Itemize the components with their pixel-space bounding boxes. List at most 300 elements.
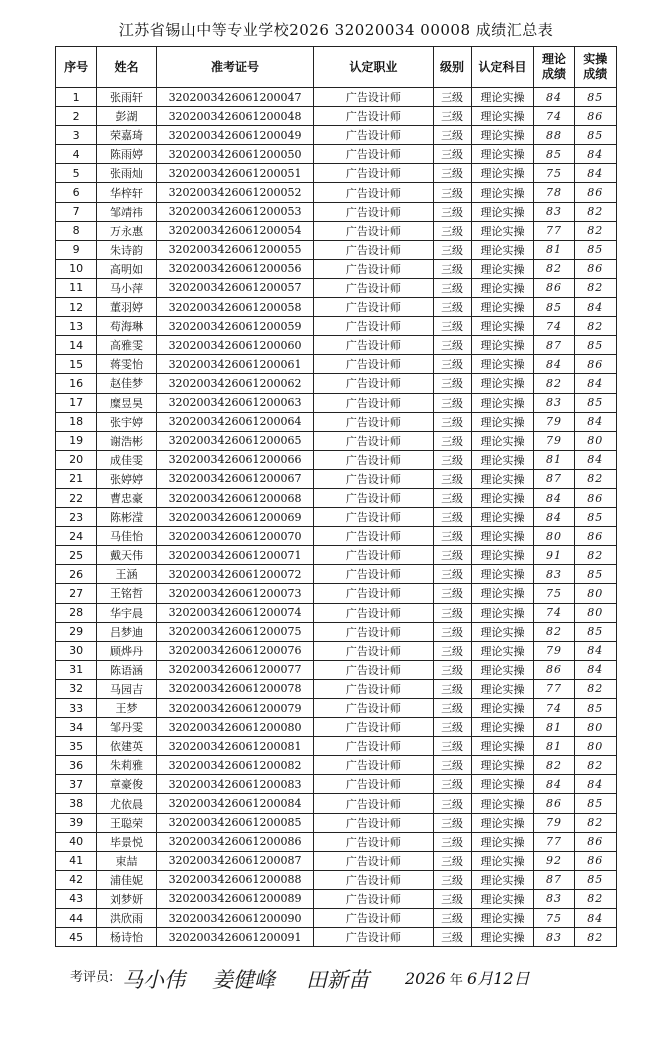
row-index: 45 — [56, 928, 97, 947]
table-row — [56, 336, 617, 355]
ticket-number: 3202003426061200076 — [156, 641, 313, 660]
col-header-subject: 认定科目 — [471, 47, 534, 88]
subject: 理论实操 — [471, 603, 534, 622]
theory-score: 81 — [534, 718, 574, 737]
practice-score: 84 — [574, 374, 616, 393]
occupation: 广告设计师 — [314, 756, 433, 775]
student-name: 曹忠豪 — [97, 488, 157, 507]
level: 三级 — [433, 699, 471, 718]
row-index: 18 — [56, 412, 97, 431]
practice-score: 86 — [574, 355, 616, 374]
col-header-theory-line1: 理论 — [542, 52, 567, 66]
subject: 理论实操 — [471, 508, 534, 527]
student-name: 彭湖 — [97, 107, 157, 126]
row-index: 22 — [56, 488, 97, 507]
ticket-number: 3202003426061200084 — [156, 794, 313, 813]
subject: 理论实操 — [471, 813, 534, 832]
table-row — [56, 412, 617, 431]
ticket-number: 3202003426061200069 — [156, 508, 313, 527]
level: 三级 — [433, 126, 471, 145]
row-index: 16 — [56, 374, 97, 393]
subject: 理论实操 — [471, 794, 534, 813]
theory-score: 77 — [534, 221, 574, 240]
subject: 理论实操 — [471, 317, 534, 336]
footer — [70, 962, 630, 1002]
theory-score: 74 — [534, 603, 574, 622]
ticket-number: 3202003426061200082 — [156, 756, 313, 775]
col-header-practice-line1: 实操 — [583, 52, 608, 66]
row-index: 1 — [56, 88, 97, 107]
ticket-number: 3202003426061200058 — [156, 298, 313, 317]
practice-score: 85 — [574, 870, 616, 889]
occupation: 广告设计师 — [314, 737, 433, 756]
practice-score: 84 — [574, 145, 616, 164]
student-name: 董羽婷 — [97, 298, 157, 317]
row-index: 6 — [56, 183, 97, 202]
level: 三级 — [433, 107, 471, 126]
student-name: 刘梦妍 — [97, 889, 157, 908]
student-name: 苟海琳 — [97, 317, 157, 336]
subject: 理论实操 — [471, 240, 534, 259]
subject: 理论实操 — [471, 221, 534, 240]
theory-score: 79 — [534, 813, 574, 832]
occupation: 广告设计师 — [314, 298, 433, 317]
occupation: 广告设计师 — [314, 909, 433, 928]
occupation: 广告设计师 — [314, 870, 433, 889]
subject: 理论实操 — [471, 851, 534, 870]
subject: 理论实操 — [471, 584, 534, 603]
table-row — [56, 889, 617, 908]
practice-score: 84 — [574, 450, 616, 469]
table-row — [56, 527, 617, 546]
ticket-number: 3202003426061200073 — [156, 584, 313, 603]
level: 三级 — [433, 488, 471, 507]
ticket-number: 3202003426061200070 — [156, 527, 313, 546]
row-index: 37 — [56, 775, 97, 794]
ticket-number: 3202003426061200050 — [156, 145, 313, 164]
occupation: 广告设计师 — [314, 88, 433, 107]
student-name: 赵佳梦 — [97, 374, 157, 393]
table-row — [56, 469, 617, 488]
level: 三级 — [433, 622, 471, 641]
subject: 理论实操 — [471, 928, 534, 947]
student-name: 王梦 — [97, 699, 157, 718]
occupation: 广告设计师 — [314, 813, 433, 832]
subject: 理论实操 — [471, 870, 534, 889]
level: 三级 — [433, 202, 471, 221]
occupation: 广告设计师 — [314, 832, 433, 851]
subject: 理论实操 — [471, 889, 534, 908]
ticket-number: 3202003426061200064 — [156, 412, 313, 431]
occupation: 广告设计师 — [314, 622, 433, 641]
subject: 理论实操 — [471, 145, 534, 164]
col-header-practice — [574, 47, 616, 88]
table-row — [56, 450, 617, 469]
theory-score: 84 — [534, 355, 574, 374]
student-name: 吕梦迪 — [97, 622, 157, 641]
table-row — [56, 603, 617, 622]
col-header-theory — [534, 47, 574, 88]
table-row — [56, 870, 617, 889]
row-index: 33 — [56, 699, 97, 718]
level: 三级 — [433, 527, 471, 546]
ticket-number: 3202003426061200077 — [156, 660, 313, 679]
row-index: 44 — [56, 909, 97, 928]
row-index: 41 — [56, 851, 97, 870]
practice-score: 85 — [574, 88, 616, 107]
date-year-suffix: 年 — [449, 973, 463, 988]
student-name: 尤依晨 — [97, 794, 157, 813]
practice-score: 82 — [574, 756, 616, 775]
table-row — [56, 699, 617, 718]
col-header-practice-line2: 成绩 — [583, 67, 608, 81]
row-index: 39 — [56, 813, 97, 832]
row-index: 31 — [56, 660, 97, 679]
level: 三级 — [433, 889, 471, 908]
level: 三级 — [433, 737, 471, 756]
table-row — [56, 393, 617, 412]
row-index: 7 — [56, 202, 97, 221]
subject: 理论实操 — [471, 259, 534, 278]
occupation: 广告设计师 — [314, 145, 433, 164]
theory-score: 83 — [534, 393, 574, 412]
student-name: 万永惠 — [97, 221, 157, 240]
level: 三级 — [433, 298, 471, 317]
theory-score: 81 — [534, 737, 574, 756]
row-index: 28 — [56, 603, 97, 622]
occupation: 广告设计师 — [314, 584, 433, 603]
student-name: 荣嘉琦 — [97, 126, 157, 145]
level: 三级 — [433, 469, 471, 488]
level: 三级 — [433, 278, 471, 297]
practice-score: 85 — [574, 699, 616, 718]
occupation: 广告设计师 — [314, 889, 433, 908]
practice-score: 82 — [574, 317, 616, 336]
level: 三级 — [433, 565, 471, 584]
student-name: 依建英 — [97, 737, 157, 756]
table-row — [56, 88, 617, 107]
theory-score: 83 — [534, 202, 574, 221]
practice-score: 85 — [574, 565, 616, 584]
table-row — [56, 546, 617, 565]
student-name: 张雨轩 — [97, 88, 157, 107]
practice-score: 86 — [574, 851, 616, 870]
occupation: 广告设计师 — [314, 202, 433, 221]
student-name: 邹靖祎 — [97, 202, 157, 221]
subject: 理论实操 — [471, 298, 534, 317]
ticket-number: 3202003426061200090 — [156, 909, 313, 928]
table-row — [56, 317, 617, 336]
table-row — [56, 928, 617, 947]
table-row — [56, 259, 617, 278]
theory-score: 84 — [534, 508, 574, 527]
occupation: 广告设计师 — [314, 221, 433, 240]
occupation: 广告设计师 — [314, 164, 433, 183]
subject: 理论实操 — [471, 88, 534, 107]
theory-score: 91 — [534, 546, 574, 565]
col-header-job: 认定职业 — [314, 47, 433, 88]
table-row — [56, 679, 617, 698]
theory-score: 87 — [534, 336, 574, 355]
date-year: 2026 — [405, 969, 446, 988]
occupation: 广告设计师 — [314, 450, 433, 469]
theory-score: 78 — [534, 183, 574, 202]
practice-score: 85 — [574, 622, 616, 641]
row-index: 40 — [56, 832, 97, 851]
table-row — [56, 164, 617, 183]
row-index: 8 — [56, 221, 97, 240]
ticket-number: 3202003426061200061 — [156, 355, 313, 374]
subject: 理论实操 — [471, 450, 534, 469]
ticket-number: 3202003426061200057 — [156, 278, 313, 297]
practice-score: 84 — [574, 660, 616, 679]
occupation: 广告设计师 — [314, 699, 433, 718]
occupation: 广告设计师 — [314, 107, 433, 126]
row-index: 42 — [56, 870, 97, 889]
student-name: 张婷婷 — [97, 469, 157, 488]
practice-score: 85 — [574, 240, 616, 259]
student-name: 朱诗韵 — [97, 240, 157, 259]
subject: 理论实操 — [471, 107, 534, 126]
practice-score: 80 — [574, 603, 616, 622]
subject: 理论实操 — [471, 183, 534, 202]
practice-score: 86 — [574, 183, 616, 202]
occupation: 广告设计师 — [314, 183, 433, 202]
ticket-number: 3202003426061200049 — [156, 126, 313, 145]
subject: 理论实操 — [471, 699, 534, 718]
ticket-number: 3202003426061200079 — [156, 699, 313, 718]
row-index: 9 — [56, 240, 97, 259]
subject: 理论实操 — [471, 718, 534, 737]
level: 三级 — [433, 794, 471, 813]
ticket-number: 3202003426061200062 — [156, 374, 313, 393]
student-name: 华宇晨 — [97, 603, 157, 622]
subject: 理论实操 — [471, 775, 534, 794]
student-name: 谢浩彬 — [97, 431, 157, 450]
ticket-number: 3202003426061200053 — [156, 202, 313, 221]
practice-score: 82 — [574, 928, 616, 947]
occupation: 广告设计师 — [314, 508, 433, 527]
theory-score: 75 — [534, 909, 574, 928]
student-name: 张宇婷 — [97, 412, 157, 431]
level: 三级 — [433, 718, 471, 737]
ticket-number: 3202003426061200063 — [156, 393, 313, 412]
ticket-number: 3202003426061200059 — [156, 317, 313, 336]
header-row — [56, 47, 617, 88]
occupation: 广告设计师 — [314, 240, 433, 259]
occupation: 广告设计师 — [314, 851, 433, 870]
occupation: 广告设计师 — [314, 775, 433, 794]
examiner-signature-1: 马小伟 — [122, 968, 185, 992]
student-name: 章豪俊 — [97, 775, 157, 794]
practice-score: 86 — [574, 488, 616, 507]
theory-score: 82 — [534, 756, 574, 775]
subject: 理论实操 — [471, 909, 534, 928]
occupation: 广告设计师 — [314, 794, 433, 813]
ticket-number: 3202003426061200051 — [156, 164, 313, 183]
practice-score: 84 — [574, 164, 616, 183]
level: 三级 — [433, 756, 471, 775]
student-name: 陈雨婷 — [97, 145, 157, 164]
subject: 理论实操 — [471, 737, 534, 756]
subject: 理论实操 — [471, 412, 534, 431]
level: 三级 — [433, 412, 471, 431]
ticket-number: 3202003426061200056 — [156, 259, 313, 278]
student-name: 戴天伟 — [97, 546, 157, 565]
table-row — [56, 832, 617, 851]
practice-score: 84 — [574, 412, 616, 431]
student-name: 顾烨丹 — [97, 641, 157, 660]
practice-score: 82 — [574, 546, 616, 565]
level: 三级 — [433, 679, 471, 698]
subject: 理论实操 — [471, 546, 534, 565]
occupation: 广告设计师 — [314, 718, 433, 737]
level: 三级 — [433, 909, 471, 928]
subject: 理论实操 — [471, 336, 534, 355]
student-name: 华梓轩 — [97, 183, 157, 202]
theory-score: 83 — [534, 889, 574, 908]
row-index: 25 — [56, 546, 97, 565]
subject: 理论实操 — [471, 488, 534, 507]
student-name: 邹丹雯 — [97, 718, 157, 737]
occupation: 广告设计师 — [314, 355, 433, 374]
row-index: 17 — [56, 393, 97, 412]
level: 三级 — [433, 240, 471, 259]
occupation: 广告设计师 — [314, 259, 433, 278]
row-index: 20 — [56, 450, 97, 469]
subject: 理论实操 — [471, 126, 534, 145]
ticket-number: 3202003426061200086 — [156, 832, 313, 851]
level: 三级 — [433, 775, 471, 794]
theory-score: 85 — [534, 145, 574, 164]
table-row — [56, 107, 617, 126]
row-index: 21 — [56, 469, 97, 488]
occupation: 广告设计师 — [314, 603, 433, 622]
occupation: 广告设计师 — [314, 431, 433, 450]
subject: 理论实操 — [471, 679, 534, 698]
table-row — [56, 718, 617, 737]
row-index: 11 — [56, 278, 97, 297]
occupation: 广告设计师 — [314, 278, 433, 297]
col-header-name: 姓名 — [97, 47, 157, 88]
ticket-number: 3202003426061200089 — [156, 889, 313, 908]
student-name: 洪欣雨 — [97, 909, 157, 928]
practice-score: 86 — [574, 259, 616, 278]
occupation: 广告设计师 — [314, 527, 433, 546]
level: 三级 — [433, 88, 471, 107]
theory-score: 85 — [534, 298, 574, 317]
ticket-number: 3202003426061200052 — [156, 183, 313, 202]
practice-score: 80 — [574, 718, 616, 737]
table-row — [56, 278, 617, 297]
student-name: 王涵 — [97, 565, 157, 584]
occupation: 广告设计师 — [314, 412, 433, 431]
level: 三级 — [433, 851, 471, 870]
ticket-number: 3202003426061200083 — [156, 775, 313, 794]
theory-score: 79 — [534, 641, 574, 660]
practice-score: 82 — [574, 469, 616, 488]
theory-score: 81 — [534, 240, 574, 259]
examiner-signature-2: 姜健峰 — [212, 968, 275, 992]
table-row — [56, 775, 617, 794]
table-row — [56, 488, 617, 507]
subject: 理论实操 — [471, 565, 534, 584]
level: 三级 — [433, 508, 471, 527]
theory-score: 86 — [534, 794, 574, 813]
ticket-number: 3202003426061200068 — [156, 488, 313, 507]
practice-score: 82 — [574, 202, 616, 221]
table-row — [56, 298, 617, 317]
row-index: 32 — [56, 679, 97, 698]
level: 三级 — [433, 546, 471, 565]
row-index: 13 — [56, 317, 97, 336]
row-index: 26 — [56, 565, 97, 584]
row-index: 10 — [56, 259, 97, 278]
subject: 理论实操 — [471, 469, 534, 488]
level: 三级 — [433, 259, 471, 278]
table-row — [56, 374, 617, 393]
student-name: 马园吉 — [97, 679, 157, 698]
student-name: 高雅雯 — [97, 336, 157, 355]
practice-score: 85 — [574, 508, 616, 527]
date-month: 6月 — [467, 969, 494, 988]
subject: 理论实操 — [471, 202, 534, 221]
occupation: 广告设计师 — [314, 641, 433, 660]
ticket-number: 3202003426061200067 — [156, 469, 313, 488]
theory-score: 82 — [534, 622, 574, 641]
student-name: 王铭哲 — [97, 584, 157, 603]
student-name: 高明如 — [97, 259, 157, 278]
level: 三级 — [433, 164, 471, 183]
occupation: 广告设计师 — [314, 374, 433, 393]
ticket-number: 3202003426061200048 — [156, 107, 313, 126]
subject: 理论实操 — [471, 393, 534, 412]
table-row — [56, 508, 617, 527]
row-index: 27 — [56, 584, 97, 603]
level: 三级 — [433, 660, 471, 679]
occupation: 广告设计师 — [314, 928, 433, 947]
table-row — [56, 221, 617, 240]
examiner-label: 考评员: — [70, 970, 114, 985]
theory-score: 82 — [534, 259, 574, 278]
level: 三级 — [433, 393, 471, 412]
level: 三级 — [433, 355, 471, 374]
row-index: 43 — [56, 889, 97, 908]
student-name: 马小萍 — [97, 278, 157, 297]
row-index: 38 — [56, 794, 97, 813]
occupation: 广告设计师 — [314, 317, 433, 336]
ticket-number: 3202003426061200081 — [156, 737, 313, 756]
row-index: 35 — [56, 737, 97, 756]
practice-score: 85 — [574, 393, 616, 412]
practice-score: 82 — [574, 278, 616, 297]
row-index: 15 — [56, 355, 97, 374]
student-name: 蒋雯怡 — [97, 355, 157, 374]
practice-score: 86 — [574, 832, 616, 851]
theory-score: 86 — [534, 278, 574, 297]
student-name: 朱莉雅 — [97, 756, 157, 775]
practice-score: 85 — [574, 794, 616, 813]
level: 三级 — [433, 221, 471, 240]
practice-score: 80 — [574, 737, 616, 756]
theory-score: 86 — [534, 660, 574, 679]
level: 三级 — [433, 450, 471, 469]
level: 三级 — [433, 641, 471, 660]
theory-score: 75 — [534, 584, 574, 603]
occupation: 广告设计师 — [314, 469, 433, 488]
table-row — [56, 641, 617, 660]
practice-score: 85 — [574, 336, 616, 355]
